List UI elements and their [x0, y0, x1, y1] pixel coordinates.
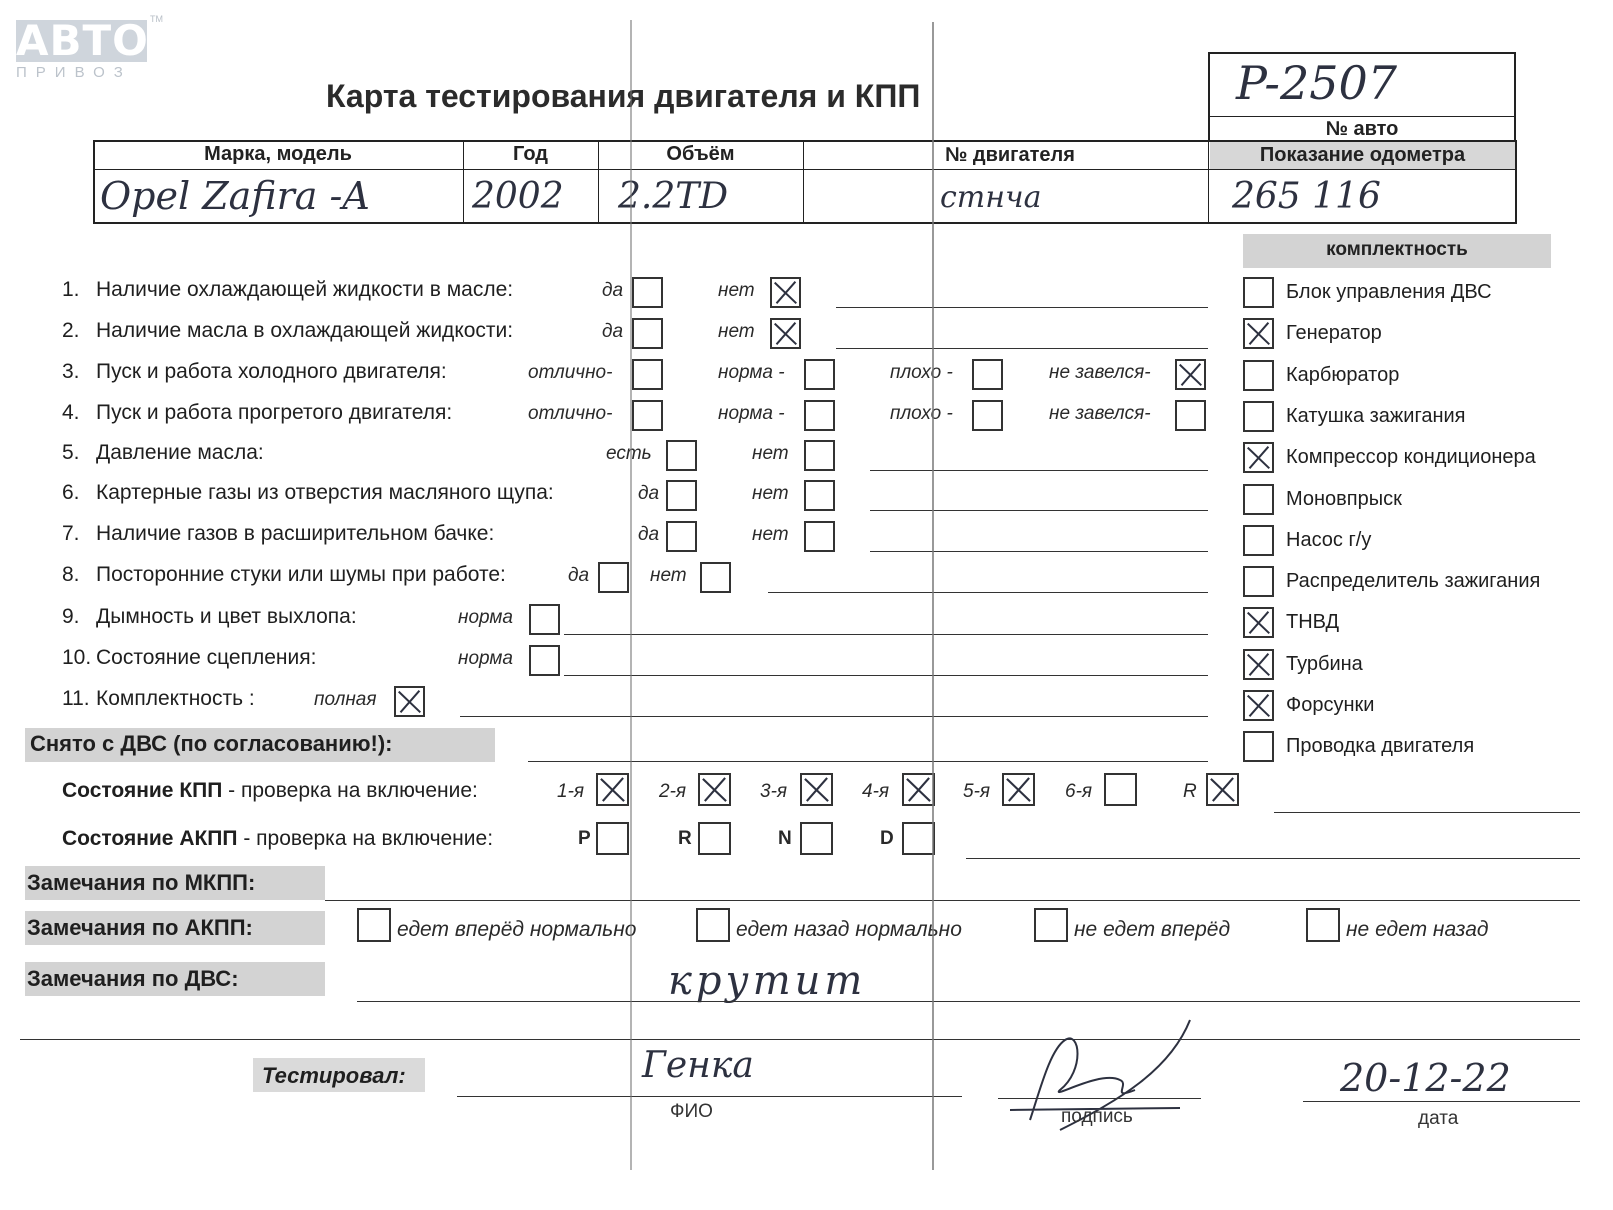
option-checkbox[interactable]: [598, 562, 629, 593]
brand-logo: АВТО: [16, 16, 149, 65]
question-number: 9.: [62, 605, 80, 628]
completeness-checkbox[interactable]: [1243, 649, 1274, 680]
akpp-mode-label: P: [578, 828, 591, 849]
completeness-item-label: Карбюратор: [1286, 363, 1400, 386]
question-number: 6.: [62, 481, 80, 504]
gear-label: 5-я: [963, 781, 991, 802]
question-number: 2.: [62, 319, 80, 342]
gear-checkbox[interactable]: [698, 773, 731, 806]
option-checkbox[interactable]: [804, 480, 835, 511]
mkpp-remarks-line: [325, 900, 1580, 901]
dvs-remarks-label: Замечания по ДВС:: [27, 966, 239, 991]
checklist-question: [62, 360, 447, 384]
fold-line-right: [932, 22, 934, 1170]
question-text: Давление масла:: [96, 441, 264, 464]
extra-remarks-line: [20, 1039, 1580, 1040]
completeness-item-label: Форсунки: [1286, 694, 1375, 716]
fio-label: ФИО: [670, 1101, 713, 1122]
completeness-checkbox[interactable]: [1243, 360, 1274, 391]
check-mark-icon: [1245, 692, 1272, 719]
col-header-engine-no: № двигателя: [945, 144, 1075, 166]
option-label: плохо -: [890, 403, 953, 424]
check-mark-icon: [1208, 775, 1237, 804]
value-year: 2002: [472, 176, 564, 217]
completeness-title: комплектность: [1326, 239, 1468, 260]
checklist-question: [62, 687, 255, 711]
completeness-item-label: Насос г/у: [1286, 528, 1372, 551]
question-notes-line: [564, 634, 1208, 635]
question-number: 3.: [62, 360, 80, 383]
akpp-remark-label: не едет назад: [1346, 918, 1489, 941]
akpp-remarks-label: Замечания по АКПП:: [27, 915, 253, 940]
gear-checkbox[interactable]: [1002, 773, 1035, 806]
dvs-remarks-value: крутит: [668, 958, 867, 1004]
header-table-divider: [93, 169, 1517, 170]
question-notes-line: [768, 592, 1208, 593]
col-divider-4: [1208, 140, 1209, 224]
question-notes-line: [870, 551, 1208, 552]
question-number: 5.: [62, 441, 80, 464]
question-text: Наличие охлаждающей жидкости в масле:: [96, 278, 514, 301]
akpp-remark-checkbox[interactable]: [1306, 908, 1340, 942]
option-checkbox[interactable]: [700, 562, 731, 593]
akpp-mode-label: D: [880, 828, 894, 849]
completeness-checkbox[interactable]: [1243, 566, 1274, 597]
option-checkbox[interactable]: [804, 440, 835, 471]
fold-line-left: [630, 20, 632, 1170]
question-number: 10.: [62, 646, 92, 669]
check-mark-icon: [904, 775, 933, 804]
checklist-question: [62, 605, 357, 629]
option-checkbox[interactable]: [1175, 400, 1206, 431]
question-notes-line: [870, 510, 1208, 511]
akpp-remark-checkbox[interactable]: [357, 908, 391, 942]
gear-checkbox[interactable]: [902, 773, 935, 806]
signature-label: подпись: [1061, 1106, 1133, 1127]
completeness-checkbox[interactable]: [1243, 607, 1274, 638]
col-header-odometer: Показание одометра: [1259, 144, 1466, 166]
kpp-line: [1274, 812, 1580, 813]
dvs-remarks-line: [357, 1001, 1580, 1002]
akpp-mode-label: N: [778, 828, 792, 849]
fio-value: Генка: [642, 1045, 754, 1086]
value-make-model: Opel Zafira -A: [100, 174, 370, 218]
option-checkbox[interactable]: [529, 645, 560, 676]
question-notes-line: [836, 348, 1208, 349]
question-notes-line: [460, 716, 1208, 717]
option-label: нет: [650, 565, 687, 586]
brand-logo-subtitle: ПРИВОЗ: [16, 64, 132, 81]
completeness-item-label: Распределитель зажигания: [1286, 570, 1541, 593]
gear-checkbox[interactable]: [1104, 773, 1137, 806]
question-text: Дымность и цвет выхлопа:: [96, 605, 357, 628]
checklist-question: [62, 522, 494, 546]
option-checkbox[interactable]: [804, 400, 835, 431]
option-checkbox[interactable]: [666, 480, 697, 511]
kpp-label-rest: - проверка на включение:: [222, 779, 478, 802]
value-engine-no: стнча: [940, 180, 1042, 215]
akpp-label: [62, 827, 493, 851]
date-value: 20-12-22: [1340, 1056, 1511, 1100]
option-checkbox[interactable]: [972, 400, 1003, 431]
option-checkbox[interactable]: [972, 359, 1003, 390]
question-text: Наличие газов в расширительном бачке:: [96, 522, 495, 545]
option-label: плохо -: [890, 362, 953, 383]
value-volume: 2.2TD: [618, 176, 729, 217]
checklist-question: [62, 401, 452, 425]
option-label: да: [638, 524, 660, 545]
completeness-item-label: Моновпрыск: [1286, 487, 1402, 510]
checklist-question: [62, 319, 513, 343]
akpp-mode-checkbox[interactable]: [698, 822, 731, 855]
question-text: Пуск и работа прогретого двигателя:: [96, 401, 453, 424]
col-divider-3: [803, 140, 804, 224]
option-label: полная: [314, 689, 377, 710]
completeness-checkbox[interactable]: [1243, 484, 1274, 515]
completeness-item-label: ТНВД: [1286, 611, 1340, 634]
option-label: отлично-: [528, 362, 613, 383]
option-label: да: [638, 483, 660, 504]
option-label: есть: [606, 443, 652, 464]
option-checkbox[interactable]: [632, 359, 663, 390]
option-label: да: [602, 321, 624, 342]
option-checkbox[interactable]: [770, 277, 801, 308]
gear-checkbox[interactable]: [1206, 773, 1239, 806]
auto-number-label: № авто: [1325, 118, 1399, 140]
fio-line: [457, 1096, 962, 1097]
option-label: норма -: [718, 362, 785, 383]
tested-label: Тестировал:: [262, 1063, 406, 1088]
question-text: Комплектность :: [96, 687, 255, 710]
page-title: Карта тестирования двигателя и КПП: [326, 78, 921, 114]
gear-label: 6-я: [1065, 781, 1093, 802]
date-line: [1303, 1101, 1580, 1102]
gear-checkbox[interactable]: [800, 773, 833, 806]
gear-checkbox[interactable]: [596, 773, 629, 806]
option-checkbox[interactable]: [666, 521, 697, 552]
option-checkbox[interactable]: [632, 400, 663, 431]
question-notes-line: [564, 675, 1208, 676]
question-text: Пуск и работа холодного двигателя:: [96, 360, 447, 383]
question-number: 8.: [62, 563, 80, 586]
check-mark-icon: [1245, 320, 1272, 347]
option-checkbox[interactable]: [770, 318, 801, 349]
question-text: Состояние сцепления:: [96, 646, 317, 669]
col-header-make-model: Марка, модель: [204, 143, 352, 165]
completeness-checkbox[interactable]: [1243, 690, 1274, 721]
option-label: норма: [458, 607, 513, 628]
akpp-mode-label: R: [678, 828, 692, 849]
option-label: отлично-: [528, 403, 613, 424]
checklist-question: [62, 481, 554, 505]
option-label: нет: [718, 280, 755, 301]
value-odometer: 265 116: [1232, 176, 1381, 217]
check-mark-icon: [1245, 444, 1272, 471]
mkpp-remarks-label: Замечания по МКПП:: [27, 870, 256, 895]
completeness-checkbox[interactable]: [1243, 277, 1274, 308]
checklist-question: [62, 646, 316, 670]
akpp-remark-label: едет назад нормально: [736, 918, 962, 941]
question-number: 11.: [62, 687, 90, 710]
completeness-checkbox[interactable]: [1243, 525, 1274, 556]
option-checkbox[interactable]: [632, 318, 663, 349]
completeness-checkbox[interactable]: [1243, 318, 1274, 349]
akpp-mode-checkbox[interactable]: [800, 822, 833, 855]
question-text: Картерные газы из отверстия масляного щупа:: [96, 481, 554, 504]
akpp-mode-checkbox[interactable]: [902, 822, 935, 855]
gear-label: R: [1183, 781, 1197, 802]
option-checkbox[interactable]: [804, 359, 835, 390]
completeness-item-label: Компрессор кондиционера: [1286, 446, 1536, 469]
question-notes-line: [836, 307, 1208, 308]
signature: [970, 1010, 1200, 1170]
check-mark-icon: [1004, 775, 1033, 804]
akpp-remark-label: едет вперёд нормально: [397, 918, 637, 941]
gear-label: 4-я: [862, 781, 890, 802]
akpp-label-bold: Состояние АКПП: [62, 827, 238, 850]
akpp-remark-checkbox[interactable]: [696, 908, 730, 942]
question-number: 7.: [62, 522, 80, 545]
check-mark-icon: [802, 775, 831, 804]
option-label: не завелся-: [1049, 362, 1151, 383]
akpp-mode-checkbox[interactable]: [596, 822, 629, 855]
question-text: Наличие масла в охлаждающей жидкости:: [96, 319, 514, 342]
checklist-question: [62, 441, 264, 465]
question-text: Посторонние стуки или шумы при работе:: [96, 563, 506, 586]
question-number: 1.: [62, 278, 80, 301]
signature-line: [998, 1098, 1201, 1099]
akpp-remark-checkbox[interactable]: [1034, 908, 1068, 942]
checklist-question: [62, 563, 506, 587]
completeness-item-label: Турбина: [1286, 652, 1363, 675]
question-notes-line: [870, 470, 1208, 471]
option-checkbox[interactable]: [632, 277, 663, 308]
col-header-year: Год: [513, 143, 548, 165]
gear-label: 2-я: [659, 781, 687, 802]
kpp-label: [62, 779, 478, 803]
akpp-remark-label: не едет вперёд: [1074, 918, 1231, 941]
completeness-checkbox[interactable]: [1243, 401, 1274, 432]
option-checkbox[interactable]: [804, 521, 835, 552]
gear-label: 3-я: [760, 781, 788, 802]
check-mark-icon: [700, 775, 729, 804]
check-mark-icon: [396, 688, 423, 715]
option-label: нет: [752, 483, 789, 504]
checklist-question: [62, 278, 513, 302]
gear-label: 1-я: [557, 781, 585, 802]
option-checkbox[interactable]: [394, 686, 425, 717]
completeness-item-label: Проводка двигателя: [1286, 735, 1475, 758]
option-checkbox[interactable]: [666, 440, 697, 471]
completeness-item-label: Блок управления ДВС: [1286, 281, 1492, 303]
option-label: нет: [752, 524, 789, 545]
option-label: норма: [458, 648, 513, 669]
check-mark-icon: [1177, 361, 1204, 388]
option-checkbox[interactable]: [529, 604, 560, 635]
check-mark-icon: [1245, 609, 1272, 636]
removed-label: Снято с ДВС (по согласованию!):: [30, 731, 393, 756]
completeness-item-label: Генератор: [1286, 322, 1382, 345]
option-label: нет: [752, 443, 789, 464]
option-checkbox[interactable]: [1175, 359, 1206, 390]
option-label: норма -: [718, 403, 785, 424]
question-number: 4.: [62, 401, 80, 424]
check-mark-icon: [1245, 651, 1272, 678]
check-mark-icon: [598, 775, 627, 804]
check-mark-icon: [772, 279, 799, 306]
completeness-checkbox[interactable]: [1243, 442, 1274, 473]
date-label: дата: [1418, 1108, 1459, 1129]
completeness-item-label: Катушка зажигания: [1286, 404, 1466, 427]
kpp-label-bold: Состояние КПП: [62, 779, 223, 802]
option-label: да: [568, 565, 590, 586]
completeness-checkbox[interactable]: [1243, 731, 1274, 762]
check-mark-icon: [772, 320, 799, 347]
akpp-line: [966, 858, 1580, 859]
option-label: да: [602, 280, 624, 301]
auto-number-divider: [1208, 116, 1516, 117]
option-label: не завелся-: [1049, 403, 1151, 424]
akpp-label-rest: - проверка на включение:: [237, 827, 494, 850]
option-label: нет: [718, 321, 755, 342]
col-header-volume: Объём: [666, 143, 735, 165]
brand-logo-tm: TM: [150, 14, 163, 24]
auto-number-value: P-2507: [1236, 56, 1398, 110]
